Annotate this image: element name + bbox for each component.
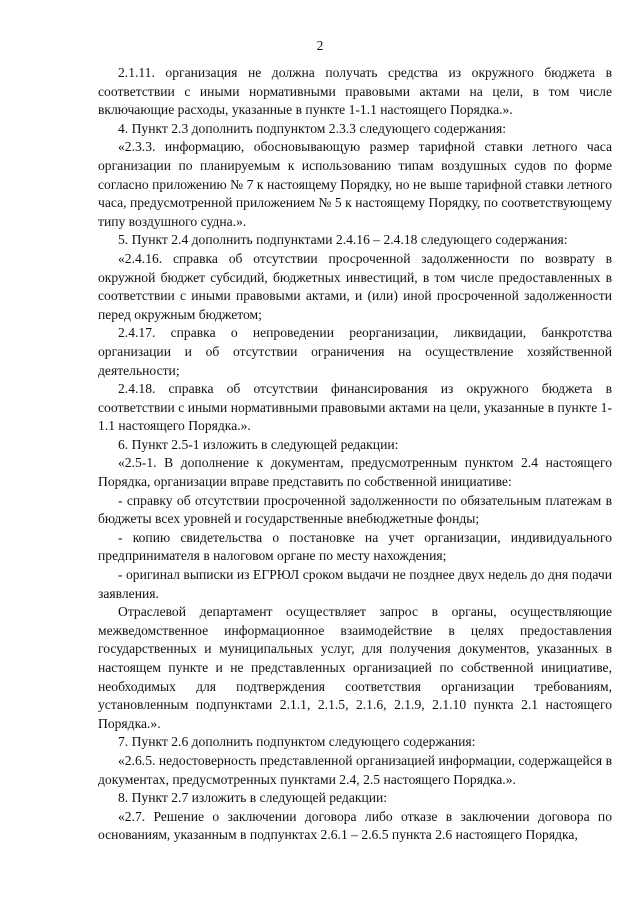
page-number: 2 [316, 38, 324, 53]
paragraph-item-7: 7. Пункт 2.6 дополнить подпунктом следующего содержания: [118, 734, 476, 750]
paragraph-2-1-11: 2.1.11. организация не должна получать средства из окружного бюджета в соответствии с иными нормативными правовыми актами на цели, в том числе включающие расходы, указанные в пункте 1-1.1 настоящего Порядка.». [98, 65, 612, 118]
paragraph-2-5-1: «2.5-1. В дополнение к документам, предусмотренным пунктом 2.4 настоящего Порядка, организации вправе представить по собственной инициативе: [98, 455, 612, 490]
paragraph-2-3-3: «2.3.3. информацию, обосновывающую размер тарифной ставки летного часа организации по планируемым к использованию типам воздушных судов по форме согласно приложению № 7 к настоящему Порядку, но не выше тарифной ставки летного часа, предусмотренной приложением № 5 к настоящему Порядку, по соответствующему типу воздушного судна.». [98, 139, 612, 229]
document-body [98, 64, 612, 845]
paragraph-2-4-18: 2.4.18. справка об отсутствии финансирования из окружного бюджета в соответствии с иными нормативными правовыми актами на цели, указанные в пункте 1-1.1 настоящего Порядка.». [98, 381, 612, 434]
paragraph-item-4: 4. Пункт 2.3 дополнить подпунктом 2.3.3 следующего содержания: [118, 120, 507, 136]
paragraph-item-5: 5. Пункт 2.4 дополнить подпунктами 2.4.16 – 2.4.18 следующего содержания: [118, 232, 568, 248]
paragraph-item-8: 8. Пункт 2.7 изложить в следующей редакции: [118, 790, 388, 806]
list-item-registration: - копию свидетельства о постановке на учет организации, индивидуального предпринимателя в налоговом органе по месту нахождения; [98, 529, 612, 564]
list-item-tax-debt: - справку об отсутствии просроченной задолженности по обязательным платежам в бюджеты всех уровней и государственные внебюджетные фонды; [98, 492, 612, 527]
paragraph-department-request: Отраслевой департамент осуществляет запрос в органы, осуществляющие межведомственное информационное взаимодействие в целях предоставления государственных и муниципальных услуг, для получения документов, указанных в настоящем пункте и не представленных организацией по собственной инициативе, необходимых для подтверждения соответствия организации требованиям, установленным подпунктами 2.1.1, 2.1.5, 2.1.6, 2.1.9, 2.1.10 пункта 2.1 настоящего Порядка.». [98, 604, 612, 731]
list-item-egrul: - оригинал выписки из ЕГРЮЛ сроком выдачи не позднее двух недель до дня подачи заявления. [98, 567, 612, 601]
paragraph-item-6: 6. Пункт 2.5-1 изложить в следующей редакции: [118, 436, 399, 452]
paragraph-2-4-17: 2.4.17. справка о непроведении реорганизации, ликвидации, банкротства организации и об отсутствии ограничения на осуществление хозяйственной деятельности; [98, 325, 612, 378]
paragraph-2-6-5: «2.6.5. недостоверность представленной организацией информации, содержащейся в документах, предусмотренных пунктами 2.4, 2.5 настоящего Порядка.». [98, 752, 612, 787]
paragraph-2-4-16: «2.4.16. справка об отсутствии просроченной задолженности по возврату в окружной бюджет субсидий, бюджетных инвестиций, в том числе предоставленных в соответствии с иными правовыми актами, и (или) иной просроченной задолженности перед окружным бюджетом; [98, 250, 612, 322]
paragraph-2-7: «2.7. Решение о заключении договора либо отказе в заключении договора по основаниям, указанным в подпунктах 2.6.1 – 2.6.5 пункта 2.6 настоящего Порядка, [98, 808, 612, 843]
